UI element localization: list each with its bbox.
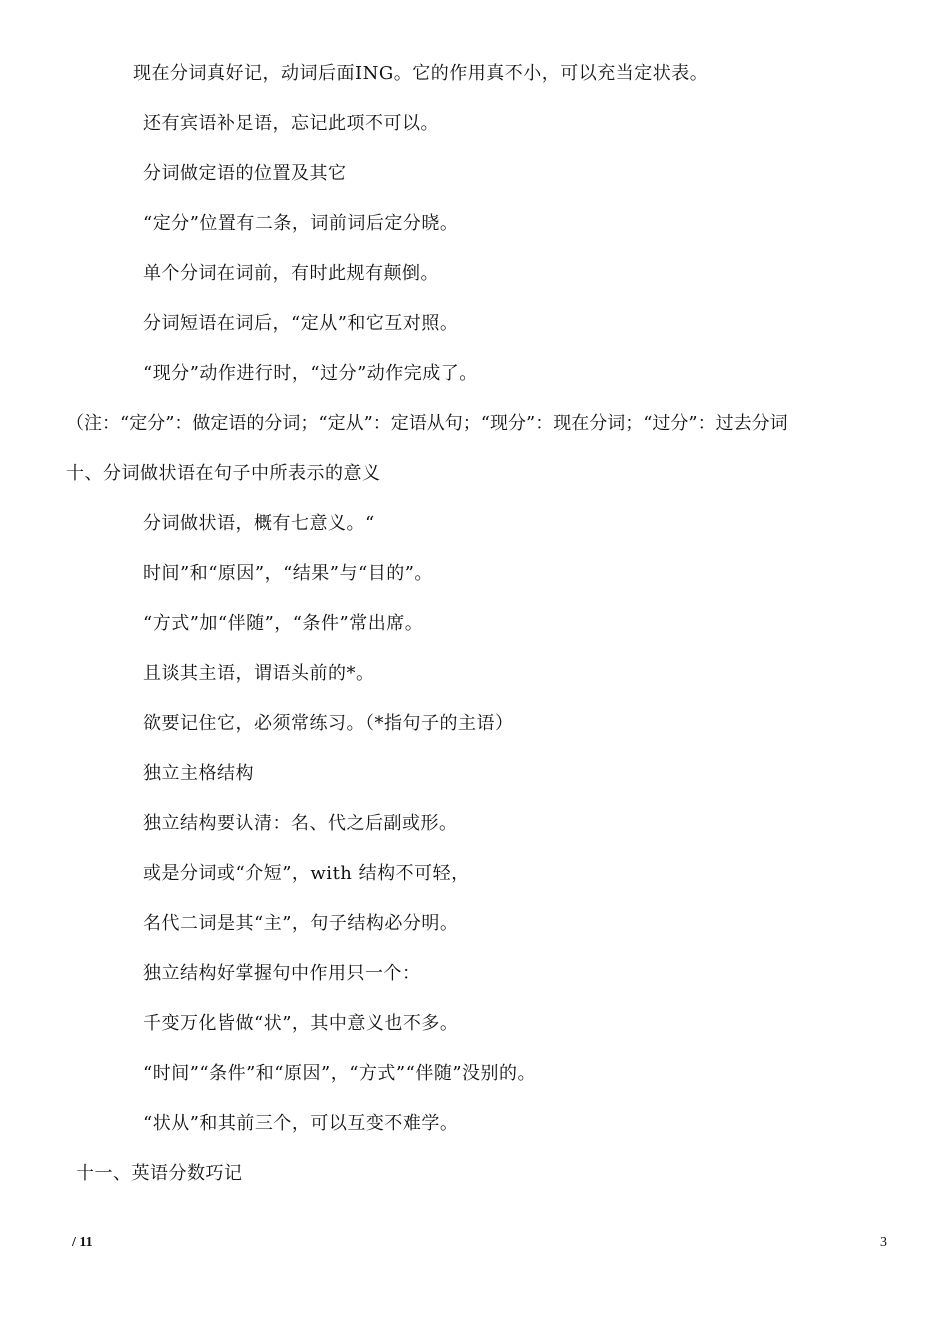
text-line: 独立结构好掌握句中作用只一个： (143, 963, 421, 984)
text-line: 千变万化皆做“状”，其中意义也不多。 (143, 1013, 459, 1034)
page-total: / 11 (72, 1235, 93, 1250)
text-line: 分词做状语，概有七意义。“ (143, 513, 375, 534)
text-line: 欲要记住它，必须常练习。（*指句子的主语） (143, 713, 514, 734)
text-line: 时间”和“原因”，“结果”与“目的”。 (143, 563, 433, 584)
text-line: 且谈其主语，谓语头前的*。 (143, 663, 375, 684)
section-heading: 十一、英语分数巧记 (76, 1163, 243, 1184)
text-line: 还有宾语补足语，忘记此项不可以。 (143, 113, 439, 134)
text-line: “定分”位置有二条，词前词后定分晓。 (143, 213, 459, 234)
text-line: 单个分词在词前，有时此规有颠倒。 (143, 263, 439, 284)
text-line: “状从”和其前三个，可以互变不难学。 (143, 1113, 459, 1134)
text-line: 名代二词是其“主”，句子结构必分明。 (143, 913, 459, 934)
text-line: “时间”“条件”和“原因”，“方式”“伴随”没别的。 (143, 1063, 537, 1084)
page-number: 3 (880, 1235, 887, 1250)
text-line: 分词短语在词后，“定从”和它互对照。 (143, 313, 459, 334)
section-subtitle: 分词做定语的位置及其它 (143, 163, 347, 184)
note-line: （注：“定分”：做定语的分词；“定从”：定语从句；“现分”：现在分词；“过分”：过去分词 (66, 413, 788, 434)
text-line: 独立结构要认清：名、代之后副或形。 (143, 813, 458, 834)
text-line: “方式”加“伴随”，“条件”常出席。 (143, 613, 424, 634)
text-line: “现分”动作进行时，“过分”动作完成了。 (143, 363, 478, 384)
section-subtitle: 独立主格结构 (143, 763, 254, 784)
text-line: 或是分词或“介短”，with 结构不可轻， (143, 863, 470, 884)
text-line: 现在分词真好记，动词后面ING。它的作用真不小，可以充当定状表。 (133, 63, 709, 84)
section-heading: 十、分词做状语在句子中所表示的意义 (66, 463, 381, 484)
